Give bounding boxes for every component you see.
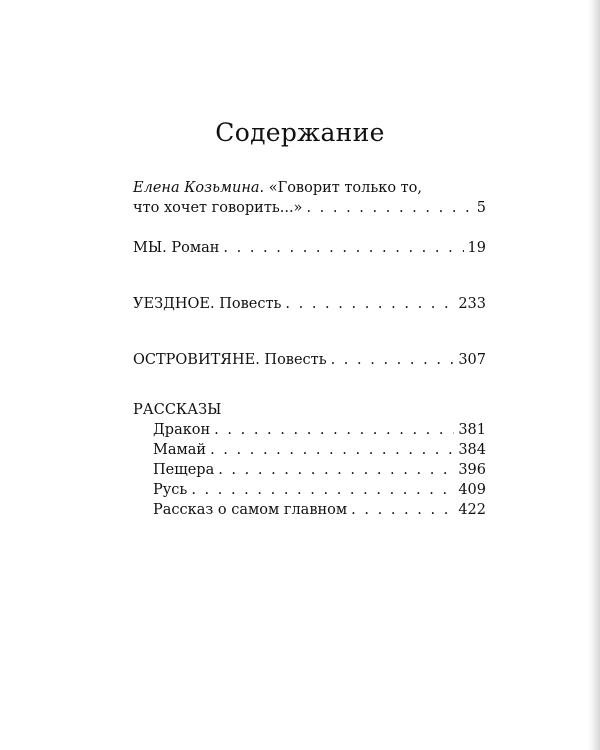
toc-entry-my[interactable]: [133, 238, 486, 258]
entry-page-number: 409: [458, 482, 486, 498]
entry-label: Мамай: [153, 442, 207, 458]
toc-entry-peschera[interactable]: [133, 460, 486, 480]
toc-entry-mamai[interactable]: [133, 440, 486, 460]
stories-section-heading: РАССКАЗЫ: [133, 402, 222, 418]
table-of-contents: [133, 178, 486, 520]
dot-leader: [210, 440, 454, 460]
toc-entry-intro[interactable]: [133, 178, 486, 218]
entry-page-number: 381: [458, 422, 486, 438]
toc-entry-ostrovityane[interactable]: [133, 350, 486, 370]
intro-second-line: [133, 198, 486, 218]
entry-page-number: 422: [458, 502, 486, 518]
entry-page-number: 233: [458, 296, 486, 312]
entry-label: Русь: [153, 482, 188, 498]
toc-entry-uezdnoe[interactable]: [133, 294, 486, 314]
entry-label: ОСТРОВИТЯНЕ. Повесть: [133, 352, 327, 368]
entry-page-number: 396: [458, 462, 486, 478]
toc-entry-rus[interactable]: [133, 480, 486, 500]
dot-leader: [214, 420, 454, 440]
intro-author: Елена Козьмина.: [133, 180, 265, 196]
entry-page-number: 384: [458, 442, 486, 458]
entry-page-number: 19: [467, 240, 486, 256]
toc-entry-drakon[interactable]: [133, 420, 486, 440]
dot-leader: [351, 500, 454, 520]
dot-leader: [223, 238, 463, 258]
dot-leader: [331, 350, 455, 370]
entry-label: Дракон: [153, 422, 211, 438]
entry-label: УЕЗДНОЕ. Повесть: [133, 296, 282, 312]
entry-label: Пещера: [153, 462, 215, 478]
dot-leader: [306, 198, 472, 218]
toc-entry-rasskaz-o-samom-glavnom[interactable]: [133, 500, 486, 520]
entry-label: МЫ. Роман: [133, 240, 220, 256]
page-edge-shadow: [588, 0, 600, 750]
dot-leader: [191, 480, 454, 500]
intro-title-line1: «Говорит только то,: [268, 180, 423, 196]
entry-label: Рассказ о самом главном: [153, 502, 348, 518]
entry-page-number: 307: [458, 352, 486, 368]
intro-title-line2: что хочет говорить...»: [133, 200, 303, 216]
intro-page-number: 5: [476, 200, 486, 216]
page-title: Содержание: [215, 118, 385, 147]
dot-leader: [218, 460, 454, 480]
intro-first-line: [133, 178, 486, 198]
dot-leader: [285, 294, 454, 314]
